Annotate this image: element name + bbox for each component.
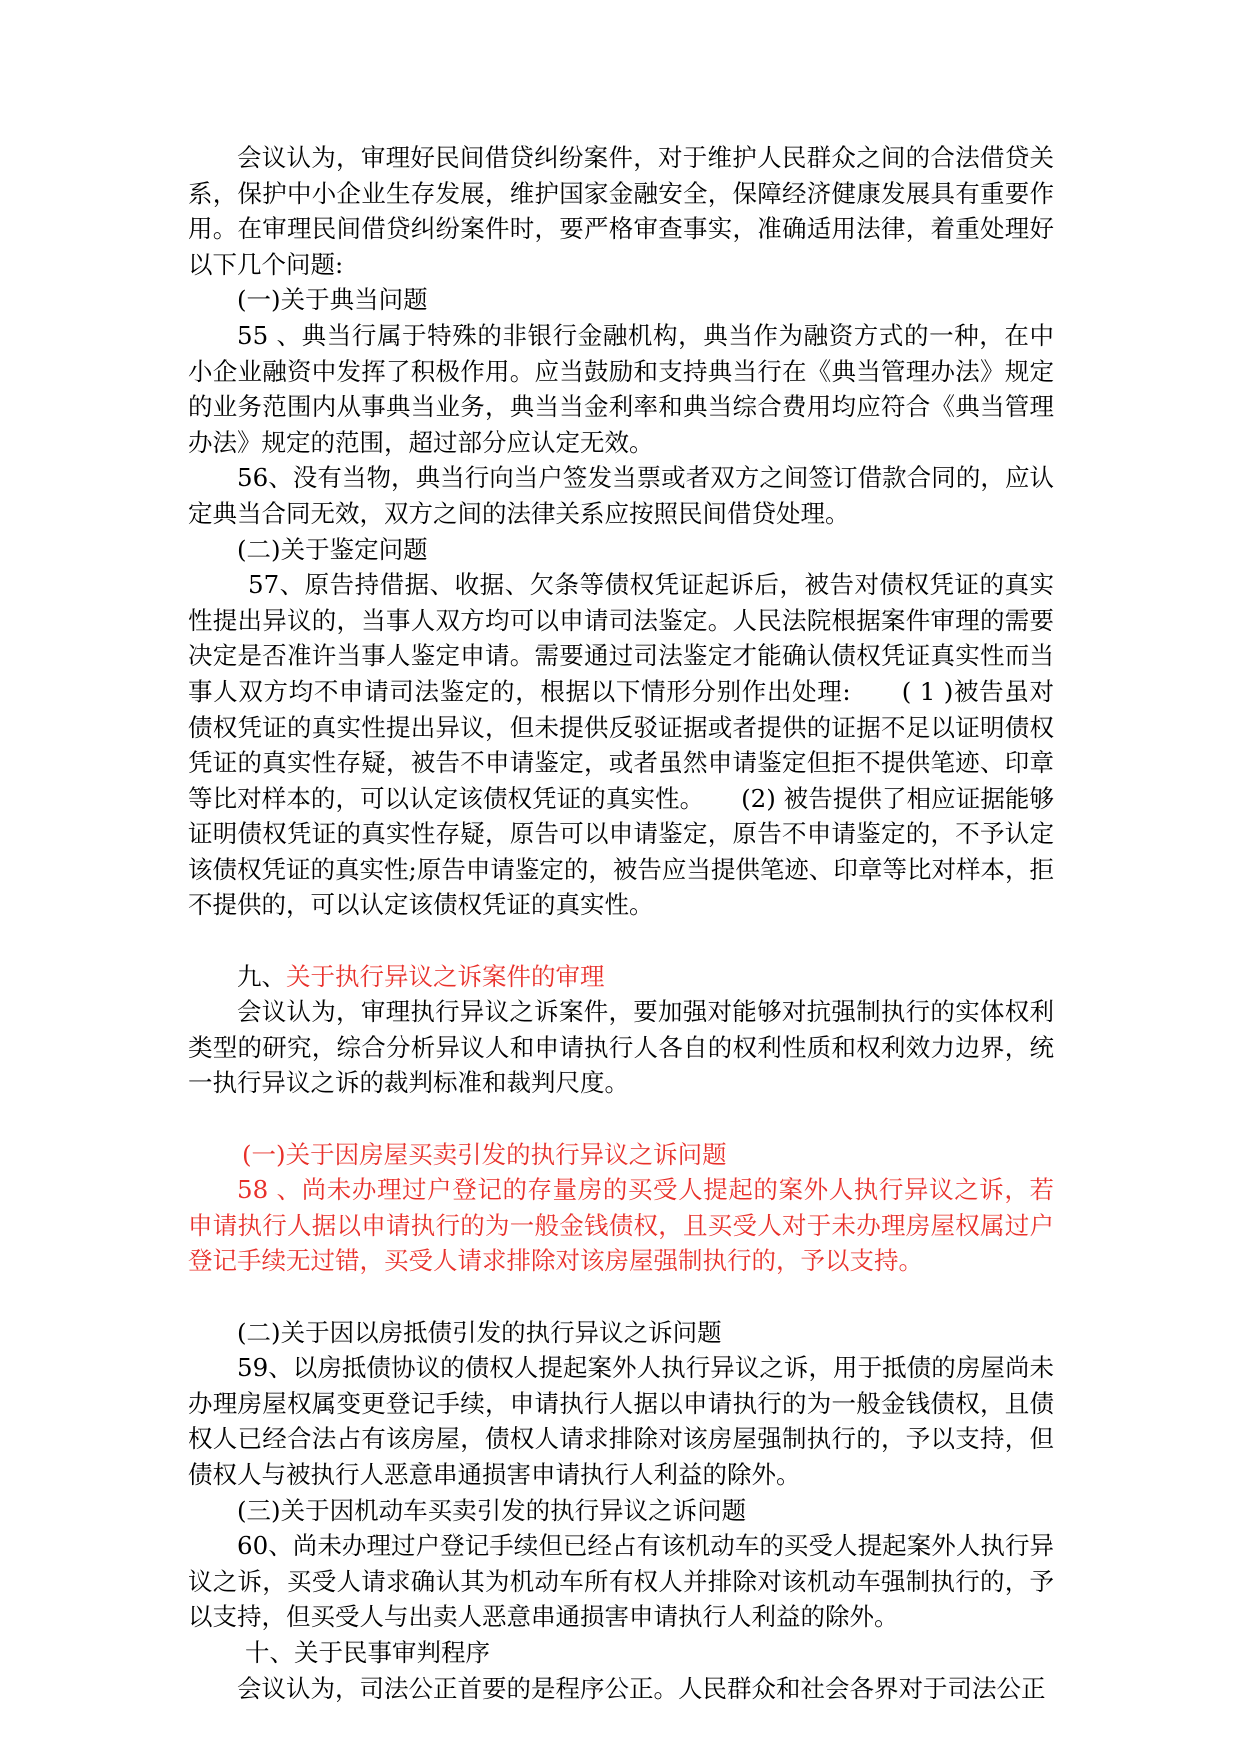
paragraph-58: 58 、尚未办理过户登记的存量房的买受人提起的案外人执行异议之诉，若申请执行人据以申请执行的为一般金钱债权，且买受人对于未办理房屋权属过户登记手续无过错，买受人请求排除对该房屋强制执行的，予以支持。	[188, 1175, 1054, 1276]
section-10-heading: 十、关于民事审判程序	[245, 1637, 490, 1667]
paragraph-59: 59、以房抵债协议的债权人提起案外人执行异议之诉，用于抵债的房屋尚未办理房屋权属变更登记手续，申请执行人据以申请执行的为一般金钱债权，且债权人已经合法占有该房屋，债权人请求排除对该房屋强制执行的，予以支持，但债权人与被执行人恶意串通损害申请执行人利益的除外。	[188, 1353, 1054, 1489]
heading-house-sale: (一)关于因房屋买卖引发的执行异议之诉问题	[242, 1139, 727, 1169]
heading-debt-settlement: (二)关于因以房抵债引发的执行异议之诉问题	[237, 1317, 722, 1347]
heading-vehicle-sale: (三)关于因机动车买卖引发的执行异议之诉问题	[237, 1495, 747, 1525]
spacer	[188, 1279, 1054, 1315]
heading-pawn: (一)关于典当问题	[237, 285, 428, 315]
spacer	[188, 923, 1054, 959]
paragraph-60: 60、尚未办理过户登记手续但已经占有该机动车的买受人提起案外人执行异议之诉，买受人请求确认其为机动车所有权人并排除对该机动车强制执行的，予以支持，但买受人与出卖人恶意串通损害申请执行人利益的除外。	[188, 1531, 1054, 1632]
section-9-prefix: 九、	[237, 961, 286, 991]
heading-appraisal: (二)关于鉴定问题	[237, 534, 428, 564]
paragraph-section-10: 会议认为，司法公正首要的是程序公正。人民群众和社会各界对于司法公正	[237, 1673, 1046, 1703]
section-9-title: 关于执行异议之诉案件的审理	[286, 961, 605, 991]
section-9-heading	[188, 959, 1054, 995]
paragraph-section-9: 会议认为，审理执行异议之诉案件，要加强对能够对抗强制执行的实体权利类型的研究，综合分析异议人和申请执行人各自的权利性质和权利效力边界，统一执行异议之诉的裁判标准和裁判尺度。	[188, 997, 1054, 1098]
spacer	[188, 1101, 1054, 1137]
paragraph-57: 57、原告持借据、收据、欠条等债权凭证起诉后，被告对债权凭证的真实性提出异议的，当事人双方均可以申请司法鉴定。人民法院根据案件审理的需要决定是否准许当事人鉴定申请。需要通过司法鉴定才能确认债权凭证真实性而当事人双方均不申请司法鉴定的，根据以下情形分别作出处理: ( 1 )被告虽对债权凭证的真实性提出异议，但未提供反驳证据或者提供的证据不足以证明债权凭证的真实性存疑，被告不申请鉴定，或者虽然申请鉴定但拒不提供笔迹、印章等比对样本的，可以认定该债权凭证的真实性。 (2) 被告提供了相应证据能够证明债权凭证的真实性存疑，原告可以申请鉴定，原告不申请鉴定的，不予认定该债权凭证的真实性;原告申请鉴定的，被告应当提供笔迹、印章等比对样本，拒不提供的，可以认定该债权凭证的真实性。	[188, 570, 1054, 920]
paragraph-55: 55 、典当行属于特殊的非银行金融机构，典当作为融资方式的一种，在中小企业融资中发挥了积极作用。应当鼓励和支持典当行在《典当管理办法》规定的业务范围内从事典当业务，典当当金利率和典当综合费用均应符合《典当管理办法》规定的范围，超过部分应认定无效。	[188, 320, 1054, 457]
paragraph-56: 56、没有当物，典当行向当户签发当票或者双方之间签订借款合同的，应认定典当合同无效，双方之间的法律关系应按照民间借贷处理。	[188, 463, 1054, 528]
paragraph-intro: 会议认为，审理好民间借贷纠纷案件，对于维护人民群众之间的合法借贷关系，保护中小企业生存发展，维护国家金融安全，保障经济健康发展具有重要作用。在审理民间借贷纠纷案件时，要严格审查事实，准确适用法律，着重处理好以下几个问题:	[188, 143, 1054, 279]
document-body	[188, 140, 1054, 1706]
